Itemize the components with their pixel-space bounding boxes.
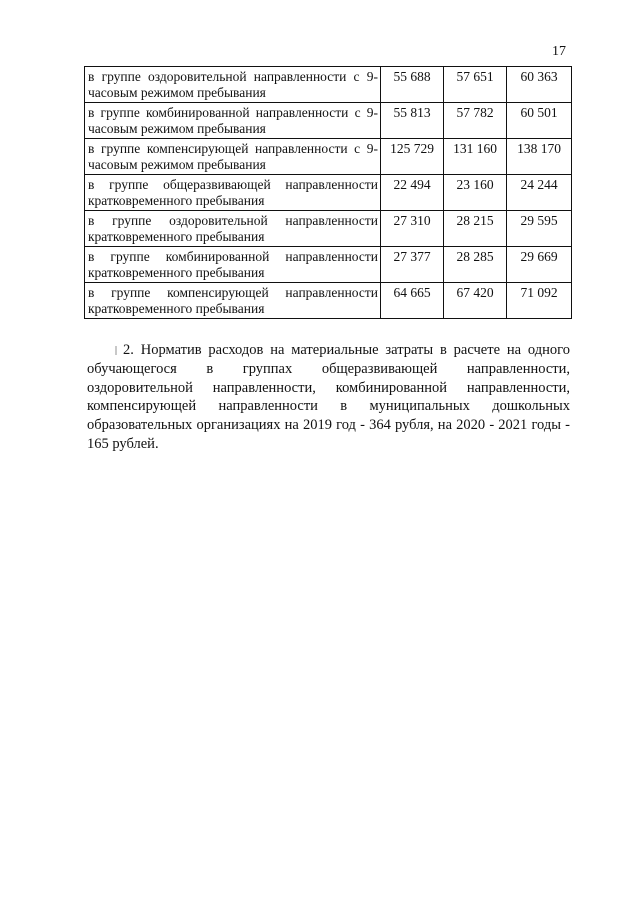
row-label: в группе оздоровительной направленности с 9-часовым режимом пребывания — [85, 67, 381, 103]
row-label: в группе оздоровительной направленности кратковременного пребывания — [85, 211, 381, 247]
value-2021: 60 501 — [507, 103, 572, 139]
value-2020: 67 420 — [444, 283, 507, 319]
value-2021: 29 595 — [507, 211, 572, 247]
value-2020: 57 782 — [444, 103, 507, 139]
table-row — [85, 283, 572, 319]
row-label: в группе компенсирующей направленности с 9-часовым режимом пребывания — [85, 139, 381, 175]
value-2021: 138 170 — [507, 139, 572, 175]
table-row — [85, 247, 572, 283]
value-2019: 27 310 — [381, 211, 444, 247]
value-2020: 57 651 — [444, 67, 507, 103]
value-2021: 60 363 — [507, 67, 572, 103]
value-2020: 28 215 — [444, 211, 507, 247]
value-2019: 55 688 — [381, 67, 444, 103]
value-2021: 71 092 — [507, 283, 572, 319]
value-2019: 125 729 — [381, 139, 444, 175]
norm-paragraph: 2. Норматив расходов на материальные затраты в расчете на одного обучающегося в группах общеразвивающей направленности, оздоровительной направленности, комбинированной направленности, компенсирующей направленности в муниципальных дошкольных образовательных организациях на 2019 год - 364 рубля, на 2020 - 2021 годы - 165 рублей. — [87, 342, 570, 452]
page-number: 17 — [552, 44, 566, 59]
value-2019: 55 813 — [381, 103, 444, 139]
value-2019: 64 665 — [381, 283, 444, 319]
table-row — [85, 103, 572, 139]
norms-table — [84, 66, 572, 319]
value-2019: 27 377 — [381, 247, 444, 283]
value-2020: 131 160 — [444, 139, 507, 175]
table-row — [85, 211, 572, 247]
row-label: в группе комбинированной направленности с 9-часовым режимом пребывания — [85, 103, 381, 139]
table-row — [85, 67, 572, 103]
row-label: в группе компенсирующей направленности кратковременного пребывания — [85, 283, 381, 319]
value-2021: 24 244 — [507, 175, 572, 211]
value-2021: 29 669 — [507, 247, 572, 283]
table-row — [85, 175, 572, 211]
table-row — [85, 139, 572, 175]
value-2019: 22 494 — [381, 175, 444, 211]
value-2020: 28 285 — [444, 247, 507, 283]
value-2020: 23 160 — [444, 175, 507, 211]
row-label: в группе комбинированной направленности кратковременного пребывания — [85, 247, 381, 283]
row-label: в группе общеразвивающей направленности кратковременного пребывания — [85, 175, 381, 211]
